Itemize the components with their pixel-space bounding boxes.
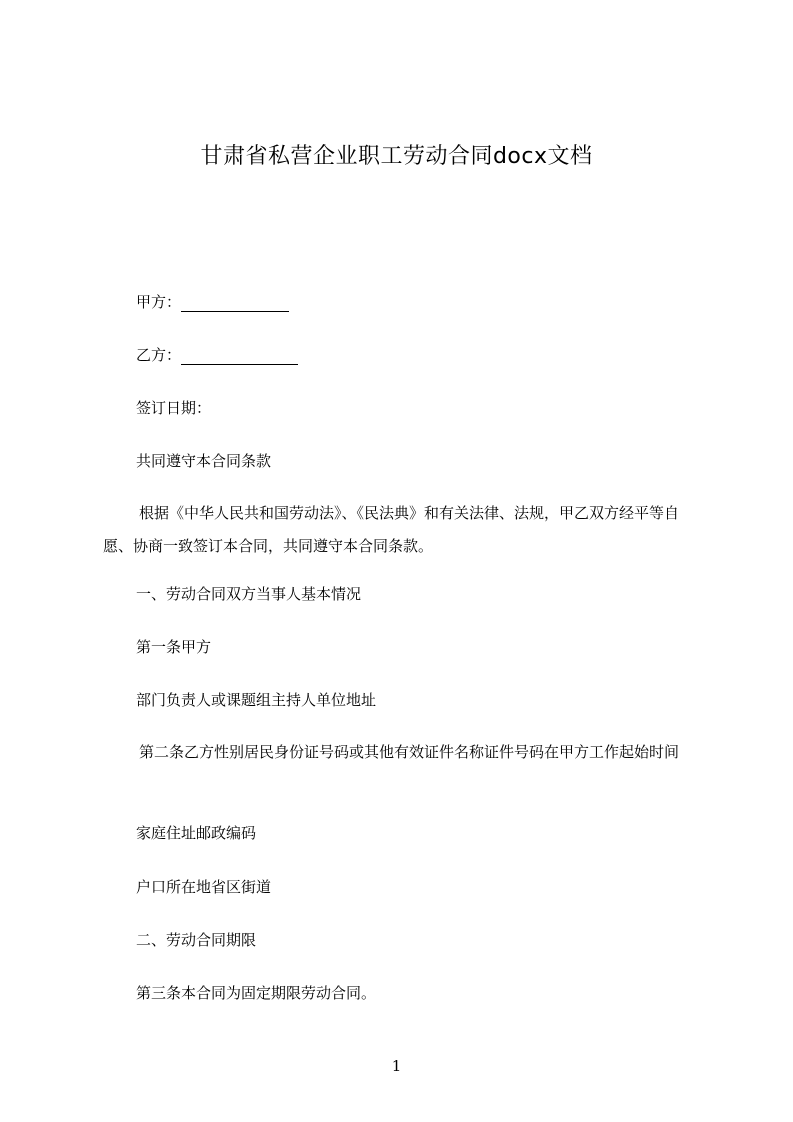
party-a-label: 甲方： xyxy=(136,293,182,311)
article-three: 第三条本合同为固定期限劳动合同。 xyxy=(136,984,377,1002)
page-number: 1 xyxy=(391,1057,402,1075)
article-two: 第二条乙方性别居民身份证号码或其他有效证件名称证件号码在甲方工作起始时间 xyxy=(139,743,680,761)
party-b-blank xyxy=(181,348,298,365)
article-two-hukou-fields: 户口所在地省区街道 xyxy=(136,878,272,896)
party-a-line xyxy=(136,292,289,312)
article-one: 第一条甲方 xyxy=(136,638,212,656)
section-two-heading: 二、劳动合同期限 xyxy=(136,931,257,949)
party-a-blank xyxy=(181,295,289,312)
document-title: 甘肃省私营企业职工劳动合同docx文档 xyxy=(200,144,593,169)
intro-heading: 共同遵守本合同条款 xyxy=(136,452,272,470)
party-b-line xyxy=(136,345,298,365)
intro-paragraph: 根据《中华人民共和国劳动法》、《民法典》和有关法律、法规，甲乙双方经平等自愿、协商一致签订本合同，共同遵守本合同条款。 xyxy=(103,504,680,555)
article-one-fields: 部门负责人或课题组主持人单位地址 xyxy=(136,691,377,709)
sign-date-label: 签订日期： xyxy=(136,399,212,417)
party-b-label: 乙方： xyxy=(136,346,182,364)
section-one-heading: 一、劳动合同双方当事人基本情况 xyxy=(136,585,362,603)
article-two-home-fields: 家庭住址邮政编码 xyxy=(136,824,257,842)
